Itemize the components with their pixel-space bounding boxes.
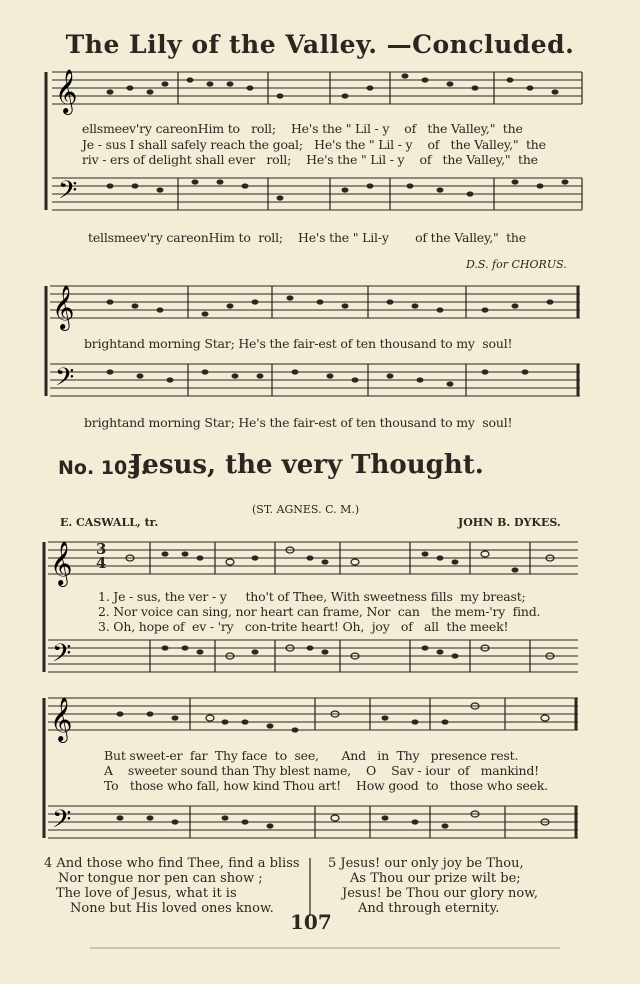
svg-text:𝄢: 𝄢	[52, 639, 72, 674]
bass-lyric-line: tellsmeev'ry careonHim to roll; He's the " Lil-y of the Valley," the	[88, 230, 526, 245]
svg-text:𝄞: 𝄞	[55, 69, 78, 113]
staff-c-bass	[48, 640, 578, 672]
verse-line-1: ellsmeev'ry careonHim to roll; He's the " Lil - y of the Valley," the	[82, 121, 523, 136]
hymn-s1-line-2: 2. Nor voice can sing, nor heart can frame, Nor can the mem-'ry find.	[98, 604, 541, 619]
time-sig-bottom: 4	[96, 554, 107, 572]
verse-5-line: As Thou our prize wilt be;	[350, 871, 521, 886]
verse-4-line: The love of Jesus, what it is	[56, 886, 237, 901]
verse-5-line: 5 Jesus! our only joy be Thou,	[328, 856, 524, 871]
svg-text:𝄞: 𝄞	[50, 697, 73, 741]
verse-5-line: Jesus! be Thou our glory now,	[342, 886, 538, 901]
svg-text:𝄢: 𝄢	[52, 805, 72, 840]
staff-a-bass	[52, 178, 582, 210]
text-credit: E. CASWALL, tr.	[60, 516, 159, 529]
tune-name: (ST. AGNES. C. M.)	[252, 503, 360, 516]
verse-4-line: Nor tongue nor pen can show ;	[58, 871, 263, 886]
svg-text:𝄞: 𝄞	[52, 285, 75, 329]
hymn-s2-line-3: To those who fall, how kind Thou art! How good to those who seek.	[104, 778, 548, 793]
staff-d-treble	[48, 698, 578, 730]
verse-5-line: And through eternity.	[358, 901, 500, 916]
svg-text:𝄞: 𝄞	[50, 541, 73, 585]
verse-4-line: 4 And those who find Thee, find a bliss	[44, 856, 300, 871]
time-sig-top: 3	[96, 540, 107, 558]
verse-line-3: riv - ers of delight shall ever roll; He's the " Lil - y of the Valley," the	[82, 152, 538, 167]
chorus-bass-lyric: brightand morning Star; He's the fair-est of ten thousand to my soul!	[84, 415, 513, 430]
verse-5	[328, 856, 588, 916]
staff-d-bass	[48, 806, 578, 838]
verse-4	[44, 856, 304, 916]
staff-b-treble	[50, 286, 580, 318]
hymn-s2-line-1: But sweet-er far Thy face to see, And in Thy presence rest.	[104, 748, 519, 763]
music-credit: JOHN B. DYKES.	[458, 516, 561, 529]
hymn-s1-line-3: 3. Oh, hope of ev - 'ry con-trite heart! Oh, joy of all the meek!	[98, 619, 509, 634]
chorus-treble-lyric: brightand morning Star; He's the fair-est of ten thousand to my soul!	[84, 336, 513, 351]
time-signature	[96, 542, 106, 570]
hymn-s1-line-1: 1. Je - sus, the ver - y tho't of Thee, With sweetness fills my breast;	[98, 589, 526, 604]
staff-b-bass	[50, 364, 580, 396]
ds-marking: D.S. for CHORUS.	[466, 258, 567, 271]
verse-line-2: Je - sus I shall safely reach the goal; He's the " Lil - y of the Valley," the	[82, 137, 546, 152]
svg-text:𝄢: 𝄢	[55, 363, 75, 398]
svg-text:𝄢: 𝄢	[58, 176, 78, 211]
top-song-title: The Lily of the Valley. —Concluded.	[65, 30, 575, 59]
hymn-number: No. 103.	[58, 457, 148, 479]
hymn-title: Jesus, the very Thought.	[130, 450, 484, 480]
hymn-s2-line-2: A sweeter sound than Thy blest name, O Sav - iour of mankind!	[104, 763, 539, 778]
page-number: 107	[290, 910, 332, 934]
verse-4-line: None but His loved ones know.	[70, 901, 274, 916]
